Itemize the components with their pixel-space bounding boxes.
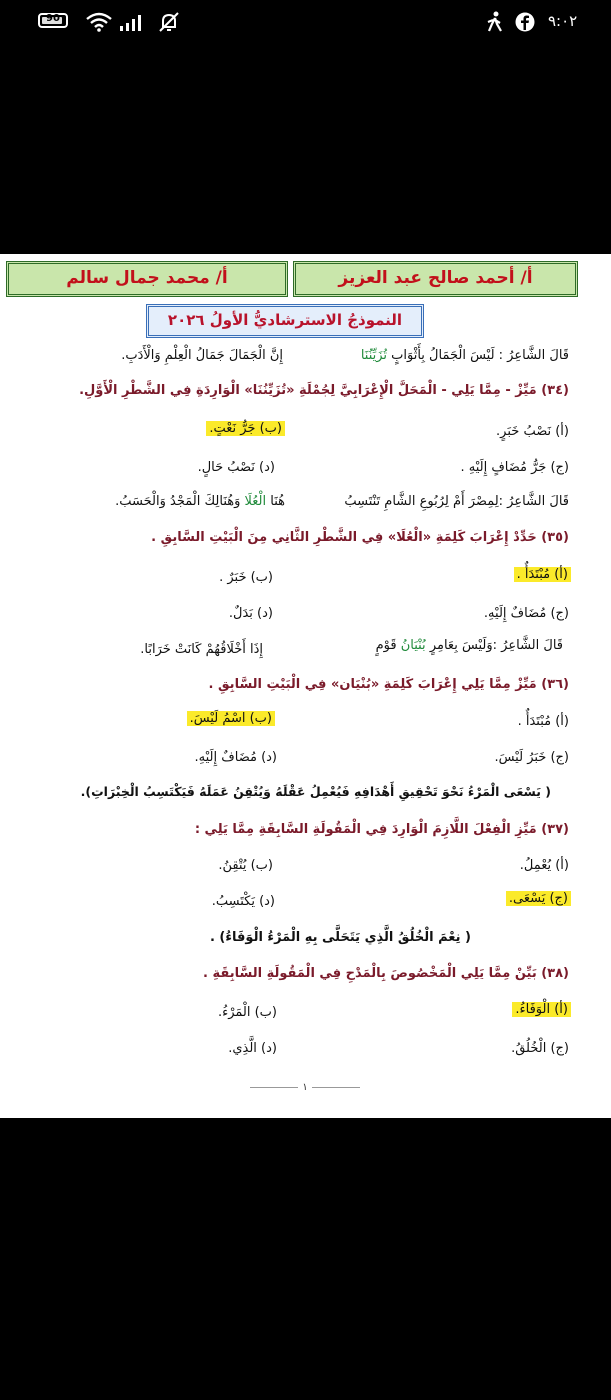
page-number-divider xyxy=(250,1082,360,1096)
question-38: (٣٨) بَيِّنْ مِمَّا يَلِي الْمَخْصُوصَ بِالْمَدْحِ فِي الْمَقُولَةِ السَّابِقَةِ . xyxy=(203,966,569,981)
teacher-name-left: أ/ محمد جمال سالم xyxy=(6,261,288,297)
page-title: النموذجُ الاسترشاديُّ الأولُ ٢٠٢٦ xyxy=(146,304,424,338)
q34-option-c: (ج) جَرُّ مُضَافٍ إِلَيْهِ . xyxy=(460,460,569,475)
wifi-icon xyxy=(86,12,112,32)
clock: ٩:٠٢ xyxy=(548,12,578,30)
verse-1-second-half: إِنَّ الْجَمَالَ جَمَالُ الْعِلْمِ وَالْأَدَبِ. xyxy=(121,348,283,363)
status-bar xyxy=(0,0,611,48)
q34-option-b xyxy=(206,421,285,436)
q38-option-c: (ج) الْخُلُقُ. xyxy=(511,1041,569,1056)
answer-highlight: (أ) مُبْتَدَأٌ . xyxy=(514,567,571,582)
q34-option-a: (أ) نَصْبُ خَبَرٍ. xyxy=(496,424,569,439)
battery-level: 90 xyxy=(46,13,60,24)
signal-icon xyxy=(118,12,148,32)
q35-option-c: (ج) مُضَافٌ إِلَيْهِ. xyxy=(483,606,569,621)
verse-text: قَالَ الشَّاعِرُ : لَيْسَ الْجَمَالُ بِأَثْوَابٍ xyxy=(387,348,569,363)
mute-icon xyxy=(157,10,181,34)
question-37: (٣٧) مَيِّزِ الْفِعْلَ اللَّازِمَ الْوَارِدَ فِي الْمَقُولَةِ السَّابِقَةِ مِمَّا يَلِي : xyxy=(194,822,569,837)
answer-highlight: (ب) اسْمُ لَيْسَ. xyxy=(187,711,275,726)
highlighted-word: الْعُلَا xyxy=(244,494,267,509)
question-36: (٣٦) مَيِّزْ مِمَّا يَلِي إِعْرَابَ كَلِمَةِ «بُنْيَان» فِي الْبَيْتِ السَّابِقِ . xyxy=(208,677,569,692)
highlighted-word: تُزَيِّنُنَا xyxy=(360,348,388,363)
battery-icon xyxy=(38,13,68,28)
q38-option-b: (ب) الْمَرْءُ. xyxy=(217,1005,277,1020)
q38-option-a xyxy=(512,1002,571,1017)
q35-option-b: (ب) خَبَرٌ . xyxy=(219,570,273,585)
q37-option-c xyxy=(506,891,571,906)
q37-option-d: (د) يَكْتَسِبُ. xyxy=(211,894,275,909)
q36-option-b xyxy=(187,711,275,726)
statement-2: ( نِعْمَ الْخُلُقُ الَّذِي يَتَحَلَّى بِهِ الْمَرْءُ الْوَفَاءُ) . xyxy=(209,930,471,945)
verse-3-first-half: قَالَ الشَّاعِرُ :وَلَيْسَ بِعَامِرٍ بُنْيَانُ قَوْمٍ xyxy=(375,638,563,653)
question-34: (٣٤) مَيِّزْ - مِمَّا يَلِي - الْمَحَلَّ الْإِعْرَابِيَّ لِجُمْلَةِ «تُزَيِّنُنَا» الْوَارِدَةِ فِي الشَّطْرِ الْأَوَّلِ. xyxy=(79,383,569,398)
q37-option-a: (أ) يُعْمِلُ. xyxy=(519,858,569,873)
highlighted-word: بُنْيَانُ xyxy=(400,638,426,653)
q36-option-a: (أ) مُبْتَدَأٌ . xyxy=(517,714,569,729)
document-page xyxy=(0,254,611,1118)
answer-highlight: (أ) الْوَفَاءُ. xyxy=(512,1002,571,1017)
facebook-icon xyxy=(515,12,535,32)
q34-option-d: (د) نَصْبُ حَالٍ. xyxy=(197,460,275,475)
verse-2-second-half: هُنَا الْعُلَا وَهُنَالِكَ الْمَجْدُ وَالْحَسَبُ. xyxy=(115,494,285,509)
verse-3-second-half: إِذَا أَخْلَاقُهُمْ كَانَتْ خَرَابًا. xyxy=(140,642,263,657)
question-35: (٣٥) حَدِّدْ إِعْرَابَ كَلِمَةِ «الْعُلَا» فِي الشَّطْرِ الثَّانِي مِنَ الْبَيْتِ السَّابِقِ . xyxy=(151,530,569,545)
walk-icon xyxy=(486,11,504,33)
verse-2-first-half: قَالَ الشَّاعِرُ :لِمِصْرَ أَمْ لِرُبُوعِ الشَّامِ تَنْتَسِبُ xyxy=(344,494,569,509)
q37-option-b: (ب) يُتْقِنُ. xyxy=(218,858,273,873)
statement-1: ( يَسْعَى الْمَرْءُ نَحْوَ تَحْقِيقِ أَهْدَافِهِ فَيُعْمِلُ عَقْلَهُ وَيُتْقِنُ عَمَلَهُ فَيَكْتَسِبُ الْخِبْرَاتِ). xyxy=(80,784,551,799)
verse-1-first-half xyxy=(361,348,569,363)
q35-option-d: (د) بَدَلٌ. xyxy=(228,606,273,621)
q35-option-a xyxy=(514,567,571,582)
teacher-name-right: أ/ أحمد صالح عبد العزيز xyxy=(293,261,578,297)
answer-highlight: (ج) يَسْعَى. xyxy=(506,891,571,906)
answer-highlight: (ب) جَرُّ نَعْتٍ. xyxy=(206,421,285,436)
q36-option-d: (د) مُضَافٌ إِلَيْهِ. xyxy=(194,750,277,765)
q38-option-d: (د) الَّذِي. xyxy=(228,1041,277,1056)
q36-option-c: (ج) خَبَرُ لَيْسَ. xyxy=(494,750,569,765)
page-number: ١ xyxy=(298,1082,311,1093)
